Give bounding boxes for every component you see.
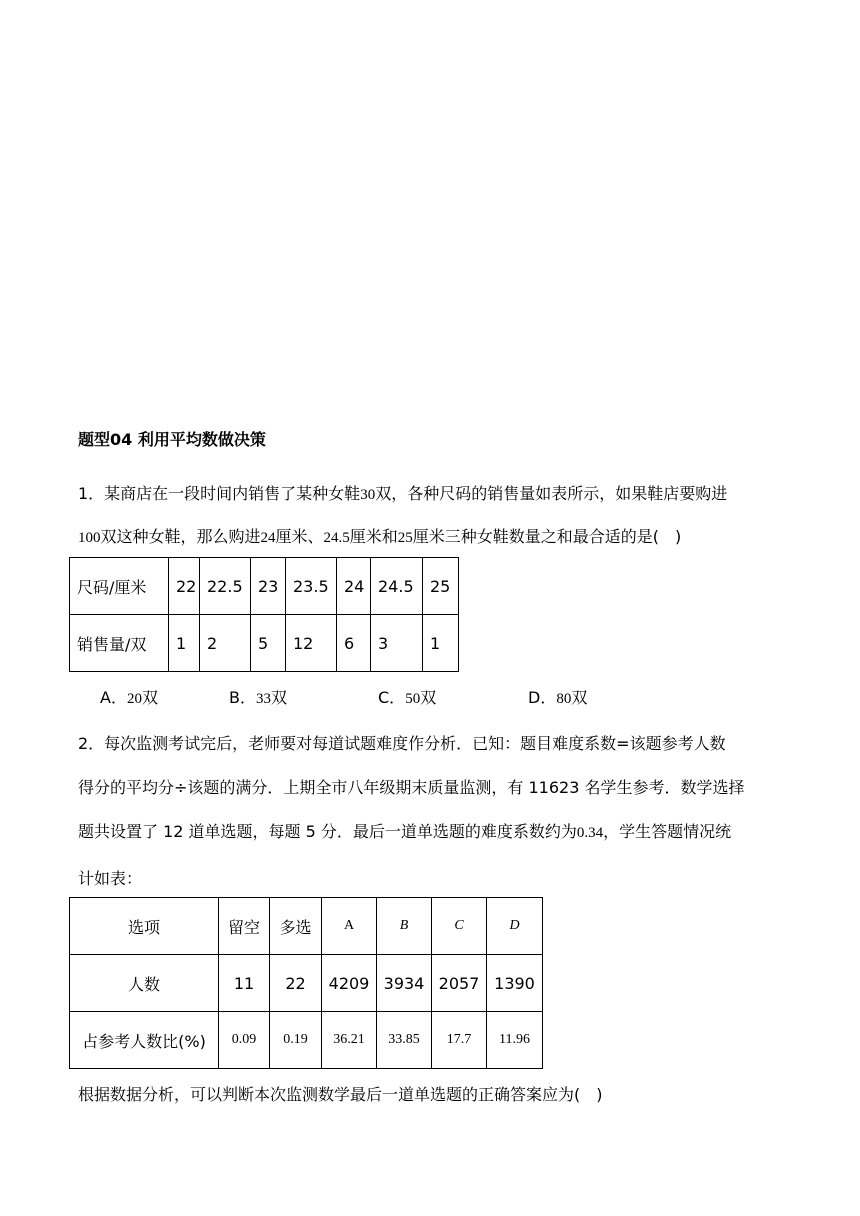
table-cell: 24	[337, 558, 371, 615]
section-heading: 题型04 利用平均数做决策	[78, 430, 266, 449]
table-cell: 选项	[70, 898, 219, 955]
table-cell: 0.09	[219, 1012, 270, 1069]
q1-text: 厘米三种女鞋数量之和最合适的是( )	[412, 527, 682, 546]
table-cell: 5	[251, 615, 286, 672]
option-d	[528, 685, 587, 708]
option-label: D．	[528, 688, 557, 707]
option-label: B．	[229, 688, 256, 707]
q2-text: ，学生答题情况统	[603, 822, 732, 841]
q1-text: 厘米、	[275, 527, 324, 546]
option-value: 33	[255, 691, 271, 707]
table-row	[70, 1012, 543, 1069]
table-cell: B	[377, 898, 432, 955]
q1-text: 厘米和	[349, 527, 398, 546]
table-cell: 6	[337, 615, 371, 672]
table-cell: 25	[423, 558, 459, 615]
option-c	[378, 685, 436, 708]
q1-text: 1．某商店在一段时间内销售了某种女鞋	[78, 484, 361, 503]
q2-line-4: 计如表：	[78, 869, 143, 888]
table-cell: 1390	[487, 955, 543, 1012]
table-cell: 人数	[70, 955, 219, 1012]
q1-number: 100	[78, 530, 101, 546]
table-cell: 33.85	[377, 1012, 432, 1069]
option-unit: 双	[420, 688, 437, 707]
table-cell: 17.7	[432, 1012, 487, 1069]
option-value: 80	[556, 691, 572, 707]
option-value: 20	[126, 691, 142, 707]
table-cell: 23	[251, 558, 286, 615]
q2-text: 题共设置了 12 道单选题，每题 5 分．最后一道单选题的难度系数约为	[78, 822, 577, 841]
table-cell: C	[432, 898, 487, 955]
table-cell: 22.5	[200, 558, 251, 615]
table-cell: 1	[169, 615, 200, 672]
table-cell: 3	[371, 615, 423, 672]
table-cell: 3934	[377, 955, 432, 1012]
table-cell: 11.96	[487, 1012, 543, 1069]
q2-number: 0.34	[576, 825, 604, 841]
table-cell: 2	[200, 615, 251, 672]
q2-line-3	[78, 819, 731, 842]
option-unit: 双	[270, 688, 287, 707]
table-cell: 销售量/双	[70, 615, 169, 672]
table-cell: 占参考人数比(%)	[70, 1012, 219, 1069]
option-a	[100, 685, 158, 708]
q1-line-1	[78, 481, 727, 504]
table-cell: 36.21	[322, 1012, 377, 1069]
table-cell: 2057	[432, 955, 487, 1012]
table-cell: 4209	[322, 955, 377, 1012]
option-b	[229, 685, 287, 708]
shoe-size-table	[69, 557, 459, 672]
option-unit: 双	[141, 688, 158, 707]
table-row	[70, 558, 459, 615]
option-label: C．	[378, 688, 406, 707]
table-cell: D	[487, 898, 543, 955]
table-cell: 23.5	[286, 558, 337, 615]
table-cell: 22	[169, 558, 200, 615]
q1-number: 24	[260, 530, 276, 546]
q1-text: 双，各种尺码的销售量如表所示，如果鞋店要购进	[375, 484, 728, 503]
table-row	[70, 615, 459, 672]
answer-stats-table	[69, 897, 543, 1069]
q1-number: 30	[360, 487, 376, 503]
table-row	[70, 955, 543, 1012]
table-cell: 0.19	[270, 1012, 322, 1069]
table-cell: 12	[286, 615, 337, 672]
option-label: A．	[100, 688, 127, 707]
q1-number: 24.5	[323, 530, 350, 546]
table-cell: A	[322, 898, 377, 955]
table-row	[70, 898, 543, 955]
q2-line-2: 得分的平均分÷该题的满分．上期全市八年级期末质量监测，有 11623 名学生参考．数学选择	[78, 778, 745, 797]
table-cell: 22	[270, 955, 322, 1012]
table-cell: 11	[219, 955, 270, 1012]
option-unit: 双	[571, 688, 588, 707]
table-cell: 尺码/厘米	[70, 558, 169, 615]
q1-text: 双这种女鞋，那么购进	[100, 527, 261, 546]
table-cell: 1	[423, 615, 459, 672]
option-value: 50	[405, 691, 421, 707]
q1-number: 25	[397, 530, 413, 546]
table-cell: 留空	[219, 898, 270, 955]
q1-line-2	[78, 524, 681, 547]
q2-line-1: 2．每次监测考试完后，老师要对每道试题难度作分析．已知：题目难度系数=该题参考人数	[78, 734, 726, 753]
table-cell: 24.5	[371, 558, 423, 615]
table-cell: 多选	[270, 898, 322, 955]
q2-last-line: 根据数据分析，可以判断本次监测数学最后一道单选题的正确答案应为( )	[78, 1085, 603, 1104]
